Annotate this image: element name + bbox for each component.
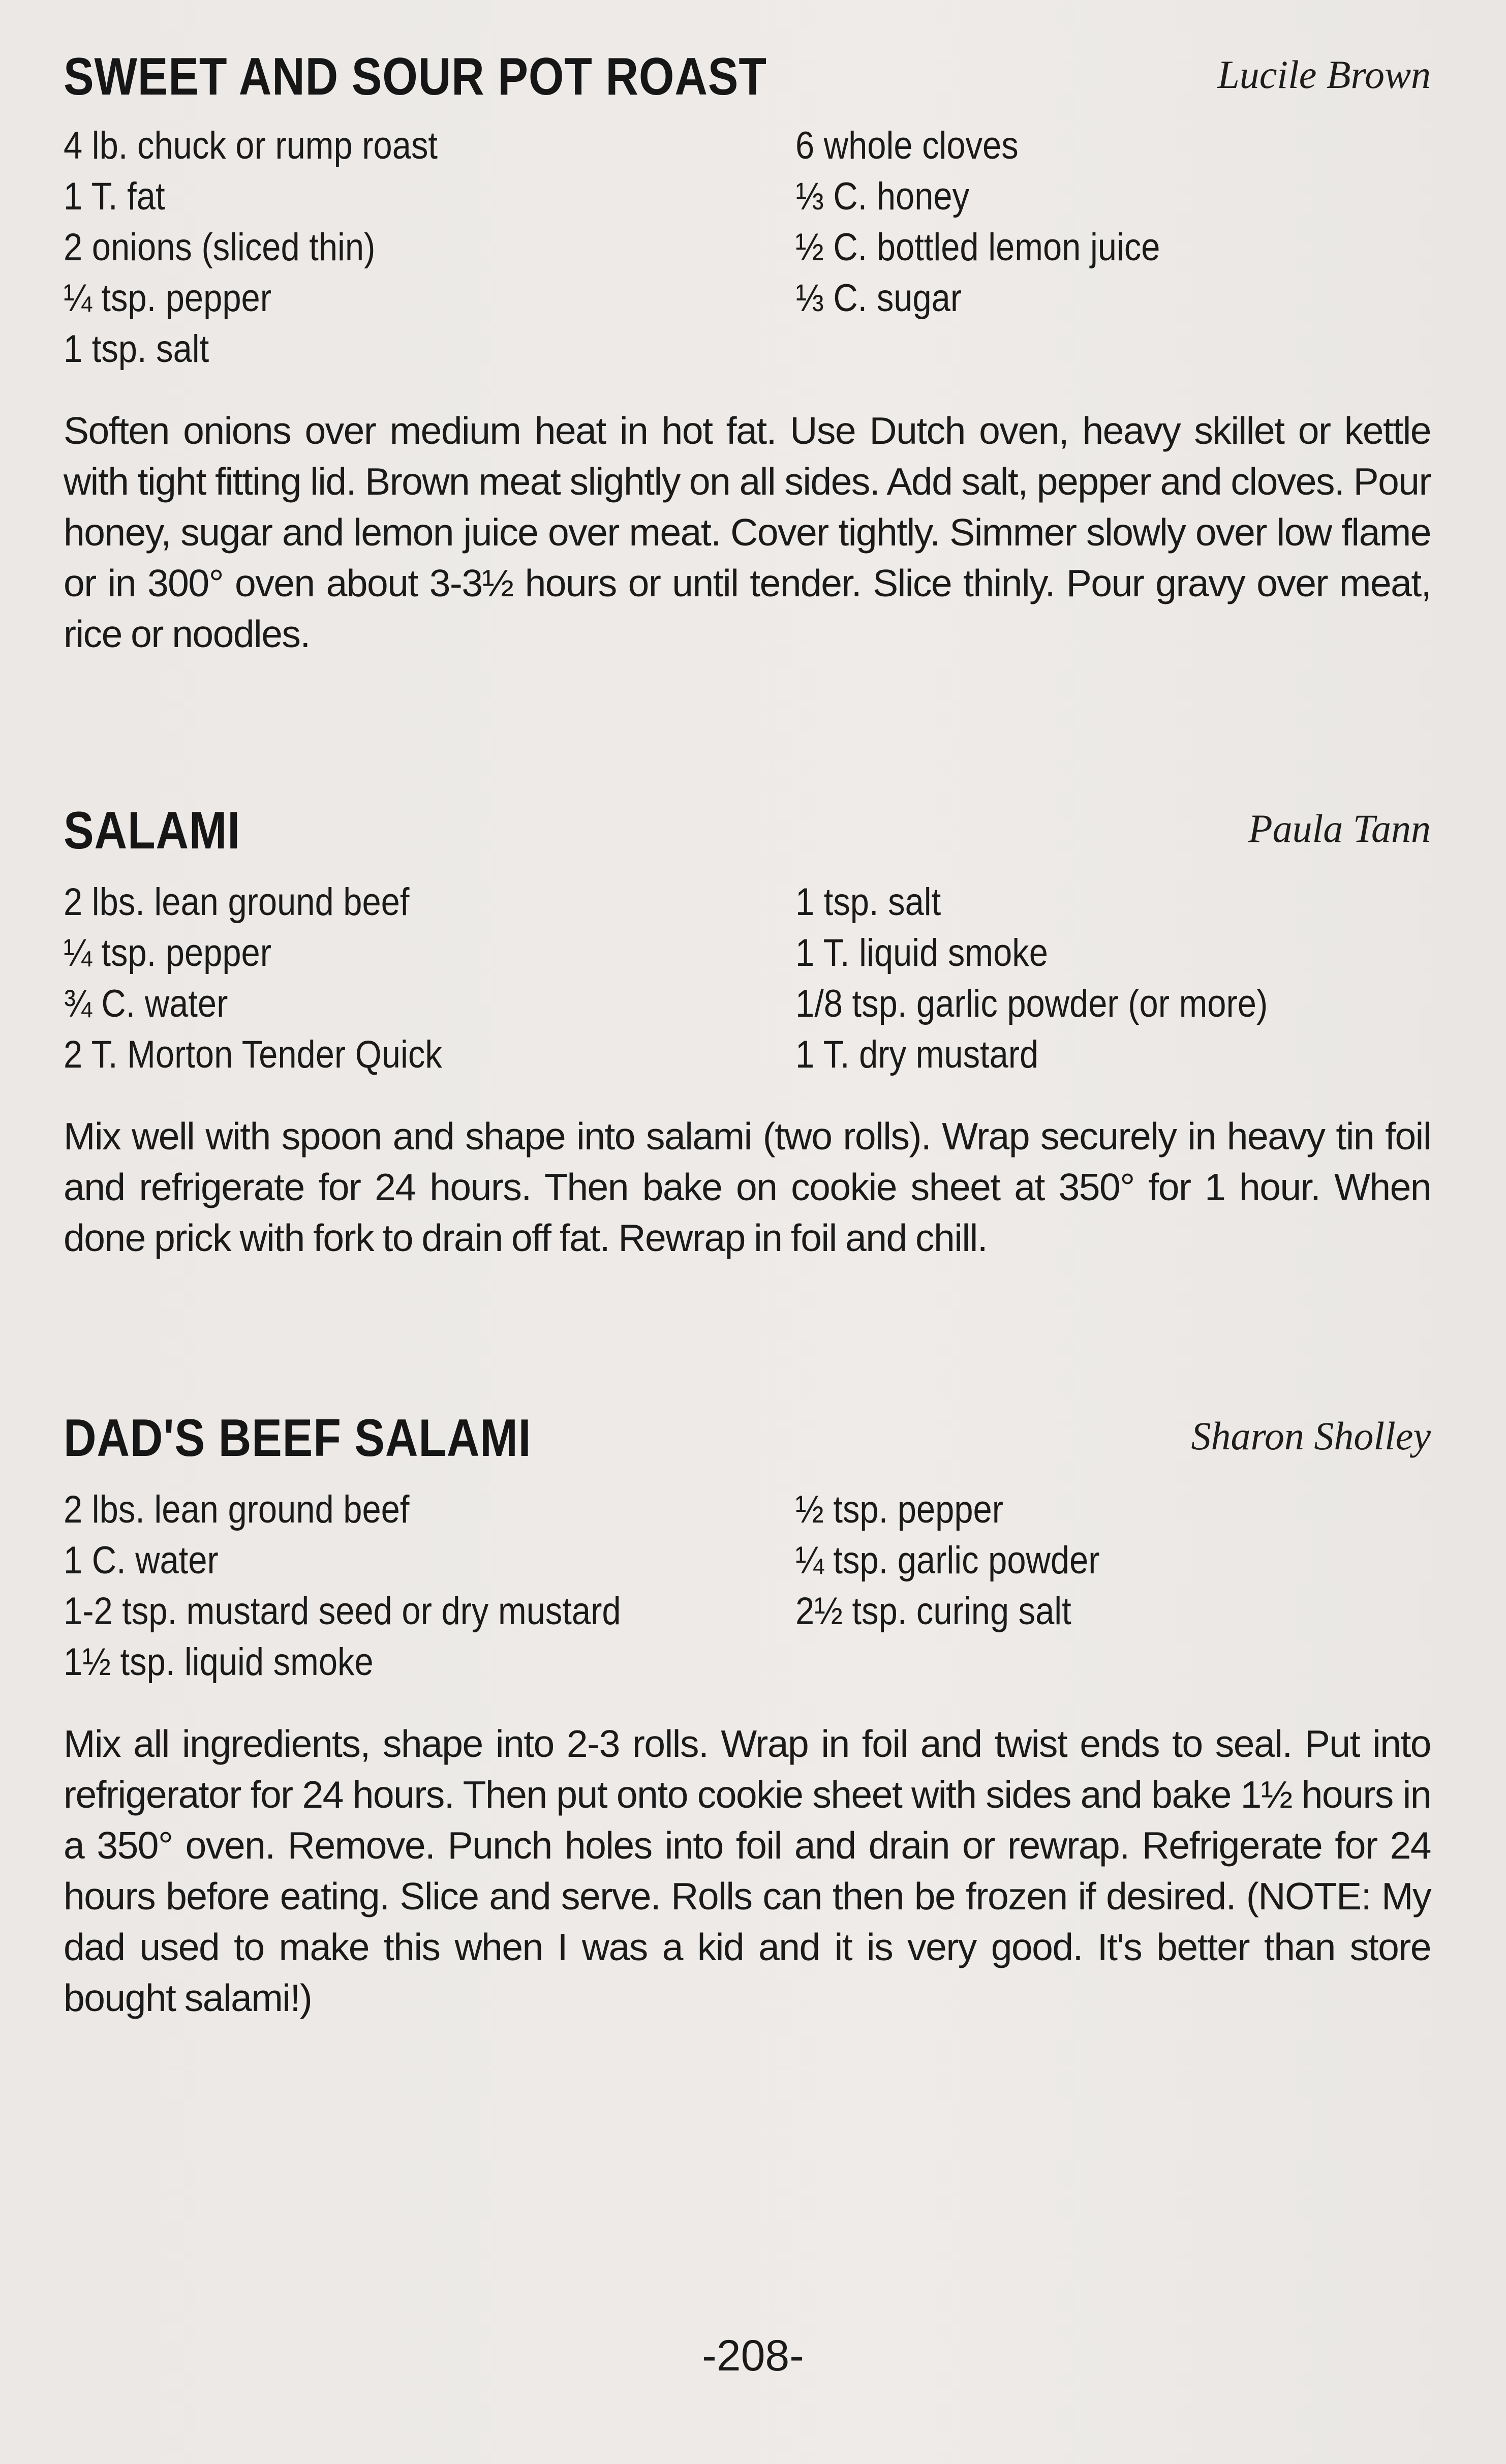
- ingredients-right-column: [795, 120, 1431, 375]
- ingredient: 1 T. dry mustard: [795, 1033, 1039, 1076]
- ingredient: ¼ tsp. pepper: [64, 931, 271, 975]
- recipe-title: DAD'S BEEF SALAMI: [64, 1409, 532, 1468]
- ingredient: ¼ tsp. garlic powder: [795, 1539, 1100, 1582]
- recipe-header: [64, 47, 1431, 123]
- ingredients-list: [64, 877, 1431, 1080]
- ingredients-left-column: [64, 877, 795, 1080]
- ingredient: 2 T. Morton Tender Quick: [64, 1033, 442, 1076]
- recipe-directions: Mix all ingredients, shape into 2-3 rolls. Wrap in foil and twist ends to seal. Put into refrigerator for 24 hours. Then put onto cookie sheet with sides and bake 1½ hours in a 350° oven. Remove. Punch holes into foil and drain or rewrap. Refrigerate for 24 hours before eating. Slice and serve. Rolls can then be frozen if desired. (NOTE: My dad used to make this when I was a kid and it is very good. It's better than store bought salami!): [64, 1722, 1431, 2019]
- ingredient: 2 lbs. lean ground beef: [64, 880, 410, 924]
- recipe-dads-beef-salami: [64, 1408, 1431, 2023]
- recipe-author: Lucile Brown: [1217, 52, 1431, 97]
- ingredients-right-column: [795, 877, 1431, 1080]
- ingredient: 2 lbs. lean ground beef: [64, 1488, 410, 1531]
- ingredient: 6 whole cloves: [795, 124, 1019, 167]
- ingredient: 1 tsp. salt: [795, 880, 941, 924]
- ingredient: 1 C. water: [64, 1539, 219, 1582]
- ingredient: 1 T. fat: [64, 175, 165, 218]
- recipe-header: [64, 801, 1431, 877]
- ingredient: 1½ tsp. liquid smoke: [64, 1640, 374, 1684]
- ingredient: 4 lb. chuck or rump roast: [64, 124, 438, 167]
- ingredients-left-column: [64, 1484, 795, 1688]
- ingredients-list: [64, 120, 1431, 375]
- ingredient: 1 tsp. salt: [64, 327, 209, 371]
- recipe-directions: Mix well with spoon and shape into salami (two rolls). Wrap securely in heavy tin foil and refrigerate for 24 hours. Then bake on cookie sheet at 350° for 1 hour. When done prick with fork to drain off fat. Rewrap in foil and chill.: [64, 1115, 1431, 1259]
- ingredients-list: [64, 1484, 1431, 1688]
- ingredient: 2 onions (sliced thin): [64, 226, 376, 269]
- ingredient: ½ C. bottled lemon juice: [795, 226, 1160, 269]
- recipe-header: [64, 1408, 1431, 1484]
- recipe-author: Paula Tann: [1248, 806, 1431, 850]
- ingredient: ⅓ C. sugar: [795, 277, 962, 320]
- ingredient: 2½ tsp. curing salt: [795, 1590, 1071, 1633]
- recipe-salami: [64, 801, 1431, 1263]
- ingredient: ¾ C. water: [64, 982, 228, 1025]
- recipe-title: SALAMI: [64, 801, 240, 860]
- ingredients-left-column: [64, 120, 795, 375]
- ingredient: 1 T. liquid smoke: [795, 931, 1048, 975]
- ingredient: ⅓ C. honey: [795, 175, 970, 218]
- ingredient: ½ tsp. pepper: [795, 1488, 1003, 1531]
- page-number: -208-: [702, 2331, 804, 2380]
- ingredient: 1/8 tsp. garlic powder (or more): [795, 982, 1268, 1025]
- recipe-author: Sharon Sholley: [1191, 1414, 1431, 1458]
- recipe-sweet-and-sour-pot-roast: [64, 47, 1431, 659]
- ingredient: ¼ tsp. pepper: [64, 277, 271, 320]
- ingredient: 1-2 tsp. mustard seed or dry mustard: [64, 1590, 621, 1633]
- recipe-directions: Soften onions over medium heat in hot fat. Use Dutch oven, heavy skillet or kettle with tight fitting lid. Brown meat slightly on all sides. Add salt, pepper and cloves. Pour honey, sugar and lemon juice over meat. Cover tightly. Simmer slowly over low flame or in 300° oven about 3-3½ hours or until tender. Slice thinly. Pour gravy over meat, rice or noodles.: [64, 409, 1431, 655]
- recipe-title: SWEET AND SOUR POT ROAST: [64, 47, 767, 106]
- ingredients-right-column: [795, 1484, 1431, 1688]
